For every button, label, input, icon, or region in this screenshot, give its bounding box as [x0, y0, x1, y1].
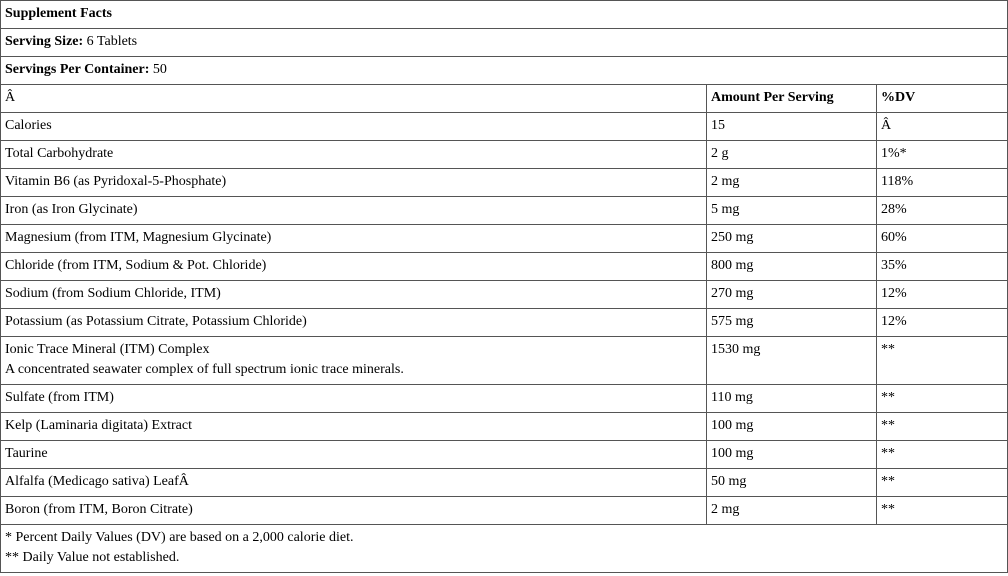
table-row	[1, 441, 1008, 469]
nutrient-name: Sodium (from Sodium Chloride, ITM)	[1, 281, 707, 309]
nutrient-amount: 100 mg	[707, 413, 877, 441]
nutrient-name: Total Carbohydrate	[1, 141, 707, 169]
nutrient-dv: **	[877, 413, 1008, 441]
nutrient-dv: 60%	[877, 225, 1008, 253]
nutrient-dv: Â	[877, 113, 1008, 141]
column-header-amount: Amount Per Serving	[707, 85, 877, 113]
footnote-not-established: ** Daily Value not established.	[5, 550, 180, 565]
nutrient-name: Potassium (as Potassium Citrate, Potassium Chloride)	[1, 309, 707, 337]
nutrient-subtext: A concentrated seawater complex of full spectrum ionic trace minerals.	[5, 362, 404, 377]
table-row	[1, 469, 1008, 497]
nutrient-dv: **	[877, 441, 1008, 469]
nutrient-name: Magnesium (from ITM, Magnesium Glycinate)	[1, 225, 707, 253]
nutrient-dv: 35%	[877, 253, 1008, 281]
nutrient-amount: 2 mg	[707, 169, 877, 197]
table-row	[1, 309, 1008, 337]
table-row	[1, 141, 1008, 169]
nutrient-dv: **	[877, 497, 1008, 525]
nutrient-dv: 12%	[877, 281, 1008, 309]
footnote-cell	[1, 525, 1008, 573]
nutrient-dv: **	[877, 385, 1008, 413]
nutrient-dv: 1%*	[877, 141, 1008, 169]
nutrient-dv: 118%	[877, 169, 1008, 197]
nutrient-amount: 575 mg	[707, 309, 877, 337]
table-row	[1, 385, 1008, 413]
nutrient-name: Kelp (Laminaria digitata) Extract	[1, 413, 707, 441]
nutrient-name: Chloride (from ITM, Sodium & Pot. Chloride)	[1, 253, 707, 281]
table-row	[1, 169, 1008, 197]
serving-size-row	[1, 29, 1008, 57]
table-row	[1, 197, 1008, 225]
table-row	[1, 113, 1008, 141]
nutrient-dv: **	[877, 337, 1008, 385]
nutrient-dv: 12%	[877, 309, 1008, 337]
nutrient-amount: 270 mg	[707, 281, 877, 309]
nutrient-name: Alfalfa (Medicago sativa) LeafÂ	[1, 469, 707, 497]
column-header-name: Â	[1, 85, 707, 113]
table-title: Supplement Facts	[1, 1, 1008, 29]
column-header-dv: %DV	[877, 85, 1008, 113]
nutrient-amount: 110 mg	[707, 385, 877, 413]
table-row	[1, 225, 1008, 253]
servings-per-container-cell	[1, 57, 1008, 85]
servings-per-container-row	[1, 57, 1008, 85]
servings-per-container-value: 50	[149, 62, 167, 77]
serving-size-label: Serving Size:	[5, 34, 84, 49]
nutrient-name: Vitamin B6 (as Pyridoxal-5-Phosphate)	[1, 169, 707, 197]
nutrient-amount: 250 mg	[707, 225, 877, 253]
table-row	[1, 337, 1008, 385]
title-row	[1, 1, 1008, 29]
nutrient-name: Sulfate (from ITM)	[1, 385, 707, 413]
table-row	[1, 497, 1008, 525]
nutrient-amount: 2 g	[707, 141, 877, 169]
servings-per-container-label: Servings Per Container:	[5, 62, 150, 77]
nutrient-amount: 1530 mg	[707, 337, 877, 385]
table-row	[1, 281, 1008, 309]
nutrient-name-cell	[1, 337, 707, 385]
footnote-row	[1, 525, 1008, 573]
column-header-row	[1, 85, 1008, 113]
nutrient-amount: 800 mg	[707, 253, 877, 281]
serving-size-value: 6 Tablets	[83, 34, 138, 49]
footnote-dv: * Percent Daily Values (DV) are based on a 2,000 calorie diet.	[5, 530, 354, 545]
nutrient-dv: 28%	[877, 197, 1008, 225]
nutrient-name: Taurine	[1, 441, 707, 469]
nutrient-amount: 5 mg	[707, 197, 877, 225]
nutrient-amount: 50 mg	[707, 469, 877, 497]
nutrient-amount: 2 mg	[707, 497, 877, 525]
nutrient-dv: **	[877, 469, 1008, 497]
table-row	[1, 253, 1008, 281]
table-row	[1, 413, 1008, 441]
nutrient-amount: 100 mg	[707, 441, 877, 469]
nutrient-name: Ionic Trace Mineral (ITM) Complex	[5, 342, 210, 357]
nutrient-name: Iron (as Iron Glycinate)	[1, 197, 707, 225]
nutrient-name: Boron (from ITM, Boron Citrate)	[1, 497, 707, 525]
serving-size-cell	[1, 29, 1008, 57]
nutrient-name: Calories	[1, 113, 707, 141]
nutrient-amount: 15	[707, 113, 877, 141]
